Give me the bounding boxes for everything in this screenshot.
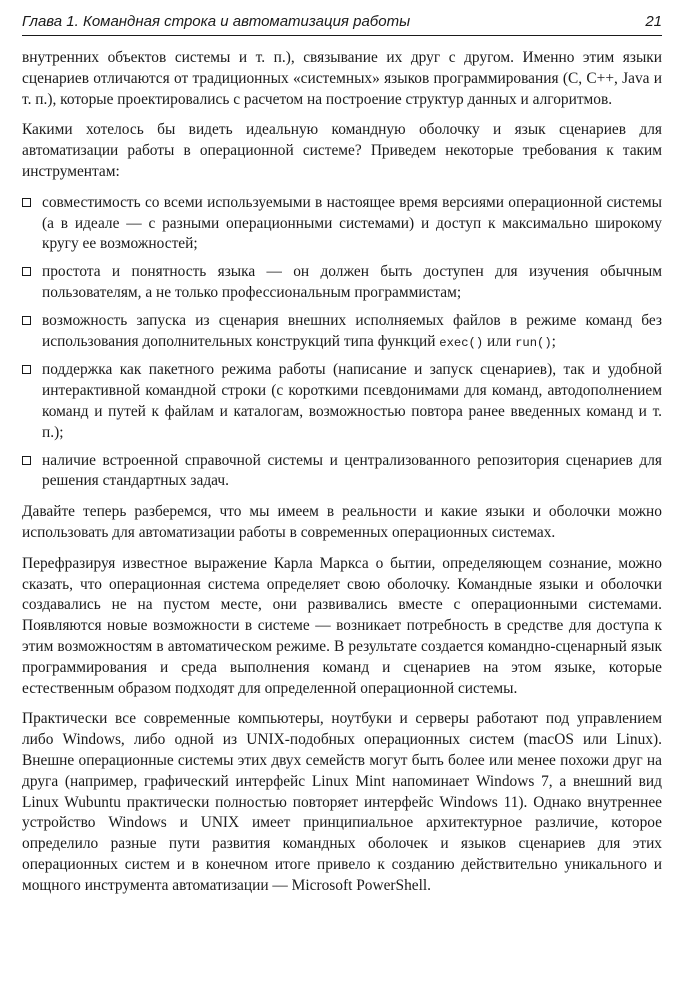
paragraph-3: Давайте теперь разберемся, что мы имеем в реальности и какие языки и оболочки можно использовать для автоматизации работы в современных операционных системах. [22, 503, 662, 541]
list-item [22, 451, 662, 493]
page-body [22, 48, 662, 896]
list-item [22, 193, 662, 255]
paragraph-1: внутренних объектов системы и т. п.), связывание их друг с другом. Именно этим языки сценариев отличаются от традиционных «системных» языков программирования (C, C++, Java и т. п.), которые проектировались с расчетом на построение структур данных и алгоритмов. [22, 49, 662, 108]
chapter-title: Глава 1. Командная строка и автоматизация работы [22, 13, 411, 30]
list-item-text: совместимость со всеми используемыми в настоящее время версиями операционной системы (а в идеале — с разными операционными системами) и доступ к максимально широкому кругу ее возможностей; [42, 193, 662, 253]
requirements-list [22, 193, 662, 492]
paragraph-5: Практически все современные компьютеры, ноутбуки и серверы работают под управлением либо Windows, либо одной из UNIX-подобных операционных систем (macOS или Linux). Внешне операционные системы этих двух семейств могут быть более или менее похожи друг на друга (например, графический интерфейс Linux Mint напоминает Windows 7, а внешний вид Linux Wubuntu практически полностью повторяет интерфейс Windows 11). Однако внутреннее устройство Windows и UNIX имеет принципиальное архитектурное различие, которое определило разные пути развития командных оболочек и языков сценариев для этих операционных систем и в конечном итоге привело к созданию действительно уникального и мощного инструмента автоматизации — Microsoft PowerShell. [22, 710, 662, 894]
list-item-text: наличие встроенной справочной системы и централизованного репозитория сценариев для решения стандартных задач. [42, 451, 662, 490]
square-bullet-icon [22, 198, 31, 207]
square-bullet-icon [22, 365, 31, 374]
code-exec: exec() [439, 335, 484, 350]
list-item-text: простота и понятность языка — он должен быть доступен для изучения обычным пользователям, а не только профессиональным программистам; [42, 263, 662, 301]
list-item [22, 311, 662, 354]
book-page [22, 12, 662, 906]
page-number: 21 [645, 13, 662, 30]
paragraph-4: Перефразируя известное выражение Карла Маркса о бытии, определяющем сознание, можно сказать, что операционная система определяет свою оболочку. Командные языки и оболочки создавались не на пустом месте, они развивались вместе с операционными системами. Появляются новые возможности в системе — возникает потребность в средстве для доступа к этим возможностям в автоматическом режиме. В результате создается командно-сценарный язык программирования и среда выполнения команд и сценариев на этом языке, которые естественным образом подходят для определенной операционной системы. [22, 554, 662, 697]
code-run: run() [515, 335, 552, 350]
list-item-text: поддержка как пакетного режима работы (написание и запуск сценариев), так и удобной интерактивной командной строки (с короткими псевдонимами для команд, автодополнением команд и путей к файлам и каталогам, возможностью повтора ранее введенных команд и т. п.); [42, 361, 662, 441]
list-item-text: или [487, 332, 512, 350]
list-item [22, 360, 662, 443]
running-head [22, 12, 662, 36]
square-bullet-icon [22, 316, 31, 325]
square-bullet-icon [22, 456, 31, 465]
paragraph-2: Какими хотелось бы видеть идеальную командную оболочку и язык сценариев для автоматизации работы в операционной системе? Приведем некоторые требования к таким инструментам: [22, 121, 662, 180]
square-bullet-icon [22, 267, 31, 276]
list-item [22, 262, 662, 304]
list-item-punctuation: ; [551, 332, 556, 350]
list-item-text: возможность запуска из сценария внешних исполняемых файлов в режиме команд без использования дополнительных конструкций типа функций [42, 311, 662, 350]
